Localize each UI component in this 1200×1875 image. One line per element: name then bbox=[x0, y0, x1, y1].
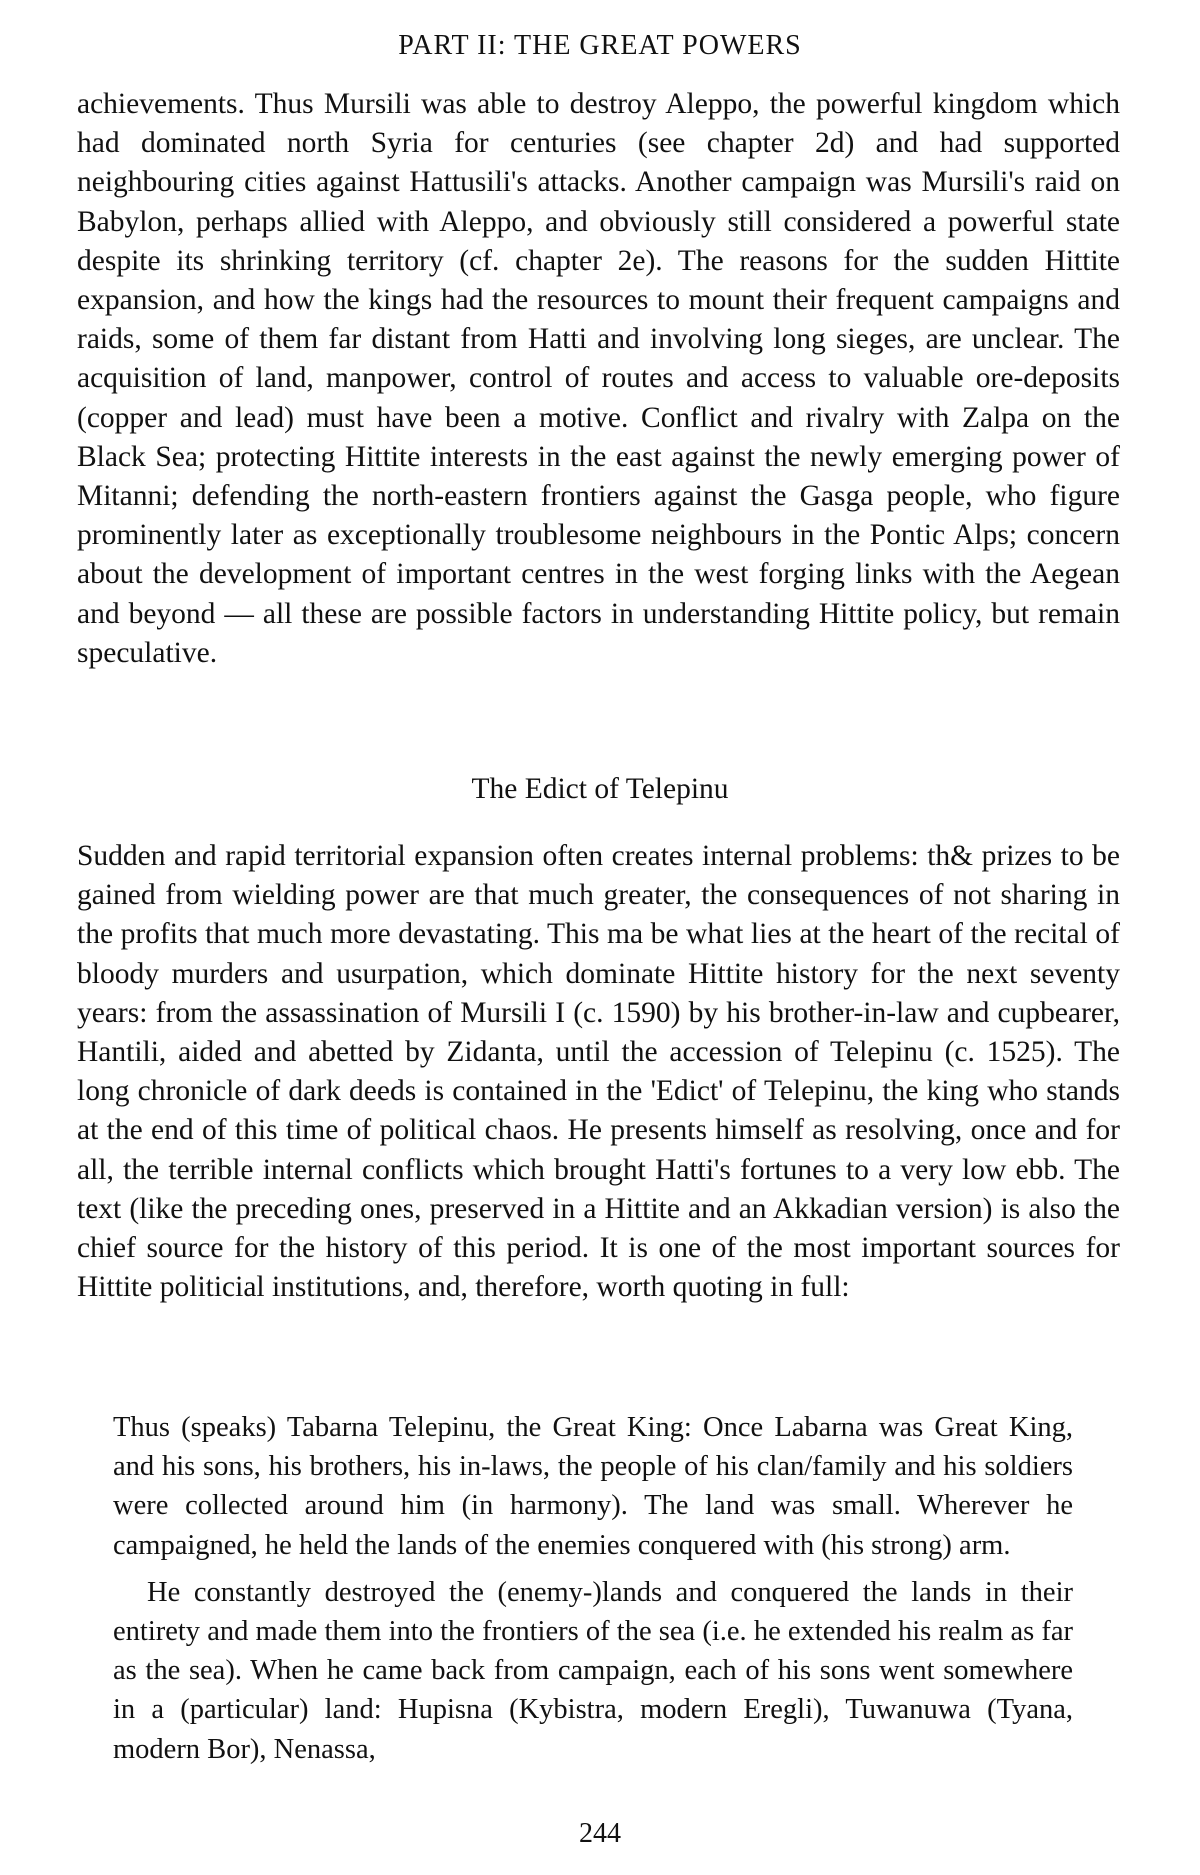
quote-paragraph: He constantly destroyed the (enemy-)lands and conquered the lands in their entirety and made them into the frontiers of the sea (i.e. he extended his realm as far as the sea). When he came back from campaign, each of his sons went somewhere in a (particular) land: Hupisna (Kybistra, modern Eregli), Tuwanuwa (Tyana, modern Bor), Nenassa, bbox=[113, 1576, 1073, 1765]
running-head: PART II: THE GREAT POWERS bbox=[398, 30, 802, 61]
quote-paragraph: Thus (speaks) Tabarna Telepinu, the Great King: Once Labarna was Great King, and his sons, his brothers, his in-laws, the people of his clan/family and his soldiers were collected around him (in harmony). The land was small. Wherever he campaigned, he held the lands of the enemies conquered with (his strong) arm. bbox=[113, 1412, 1073, 1561]
paragraph: Sudden and rapid territorial expansion often creates internal problems: th& prizes to be gained from wielding power are that much greater, the consequences of not sharing in the profits that much more devastating. This ma be what lies at the heart of the recital of bloody murders and usurpation, which dominate Hittite history for the next seventy years: from the assassination of Mursili I (c. 1590) by his brother-in-law and cupbearer, Hantili, aided and abetted by Zidanta, until the accession of Telepinu (c. 1525). The long chronicle of dark deeds is contained in the 'Edict' of Telepinu, the king who stands at the end of this time of political chaos. He presents himself as resolving, once and for all, the terrible internal conflicts which brought Hatti's fortunes to a very low ebb. The text (like the preceding ones, preserved in a Hittite and an Akkadian version) is also the chief source for the history of this period. It is one of the most important sources for Hittite politicial institutions, and, therefore, worth quoting in full: bbox=[77, 840, 1120, 1304]
body-text-block bbox=[77, 837, 1120, 1307]
body-text-block bbox=[77, 85, 1120, 673]
paragraph: achievements. Thus Mursili was able to destroy Aleppo, the powerful kingdom which had dominated north Syria for centuries (see chapter 2d) and had supported neighbouring cities against Hattusili's attacks. Another campaign was Mursili's raid on Babylon, perhaps allied with Aleppo, and obviously still considered a powerful state despite its shrinking territory (cf. chapter 2e). The reasons for the sudden Hittite expansion, and how the kings had the resources to mount their frequent campaigns and raids, some of them far distant from Hatti and involving long sieges, are unclear. The acquisition of land, manpower, control of routes and access to valuable ore-deposits (copper and lead) must have been a motive. Conflict and rivalry with Zalpa on the Black Sea; protecting Hittite interests in the east against the newly emerging power of Mitanni; defending the north-eastern frontiers against the Gasga people, who figure prominently later as exceptionally troublesome neighbours in the Pontic Alps; concern about the development of important centres in the west forging links with the Aegean and beyond — all these are possible factors in understanding Hittite policy, but remain speculative. bbox=[77, 88, 1120, 669]
section-heading: The Edict of Telepinu bbox=[471, 773, 729, 805]
page-number: 244 bbox=[579, 1818, 621, 1849]
block-quote bbox=[113, 1408, 1073, 1769]
